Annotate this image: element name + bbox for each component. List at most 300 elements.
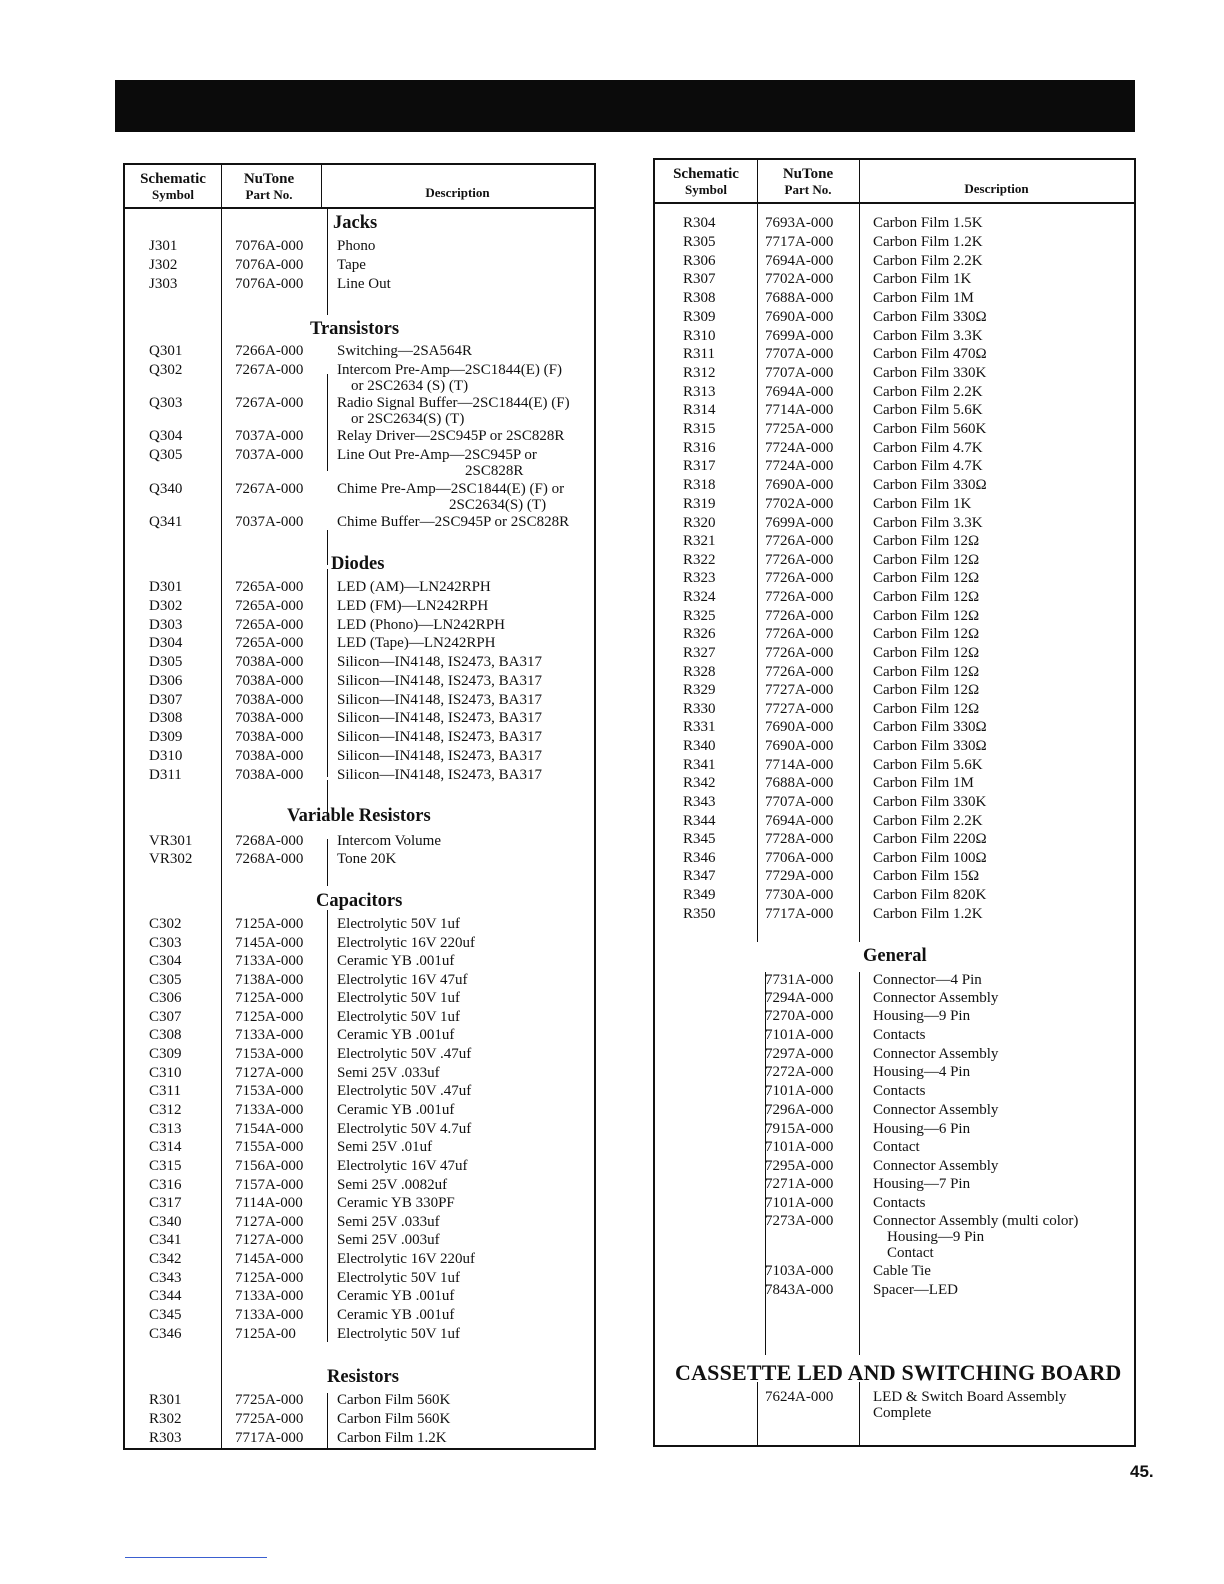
description-cell: Electrolytic 16V 47uf	[337, 1158, 468, 1174]
table-row	[655, 233, 1134, 251]
header-part	[757, 167, 859, 197]
description-cell: Carbon Film 1.2K	[873, 906, 983, 922]
description-cell: Silicon—IN4148, IS2473, BA317	[337, 748, 543, 764]
part-number-cell: 7296A-000	[765, 1102, 834, 1118]
part-number-cell: 7076A-000	[235, 276, 304, 292]
symbol-cell: C304	[149, 953, 182, 969]
part-number-cell: 7265A-000	[235, 579, 304, 595]
symbol-cell: D309	[149, 729, 183, 745]
table-row	[125, 989, 594, 1007]
symbol-cell: C311	[149, 1083, 181, 1099]
table-row	[655, 718, 1134, 736]
part-number-cell: 7714A-000	[765, 757, 834, 773]
symbol-cell: D311	[149, 767, 182, 783]
table-row	[125, 1138, 594, 1156]
description-cell: Carbon Film 4.7K	[873, 458, 983, 474]
symbol-cell: R307	[683, 271, 716, 287]
symbol-cell: R315	[683, 421, 716, 437]
table-row	[655, 476, 1134, 494]
symbol-cell: C340	[149, 1214, 182, 1230]
table-row	[125, 1391, 594, 1409]
header-divider	[757, 160, 758, 202]
table-row	[655, 345, 1134, 363]
symbol-cell: R320	[683, 515, 716, 531]
column-divider	[757, 1382, 758, 1445]
description-divider	[859, 1382, 860, 1445]
table-row	[655, 1157, 1134, 1175]
table-row	[125, 1120, 594, 1138]
section-title: Jacks	[333, 213, 378, 233]
description-cell: Connector Assembly	[873, 1102, 999, 1118]
description-cell-continued: 2SC828R	[465, 463, 524, 479]
part-number-cell: 7153A-000	[235, 1083, 304, 1099]
part-number-cell: 7915A-000	[765, 1121, 834, 1137]
symbol-cell: R323	[683, 570, 716, 586]
symbol-cell: R340	[683, 738, 716, 754]
description-cell: Carbon Film 12Ω	[873, 626, 980, 642]
description-cell: Carbon Film 330Ω	[873, 738, 987, 754]
symbol-cell: R317	[683, 458, 716, 474]
description-cell: Contact	[873, 1139, 920, 1155]
description-cell: Carbon Film 470Ω	[873, 346, 987, 362]
part-number-cell: 7271A-000	[765, 1176, 834, 1192]
description-cell: Connector—4 Pin	[873, 972, 982, 988]
table-row	[655, 644, 1134, 662]
part-number-cell: 7153A-000	[235, 1046, 304, 1062]
table-row	[125, 634, 594, 652]
table-row	[125, 1176, 594, 1194]
part-number-cell: 7694A-000	[765, 813, 834, 829]
description-cell: Semi 25V .003uf	[337, 1232, 440, 1248]
symbol-cell: R319	[683, 496, 716, 512]
description-cell: Carbon Film 330Ω	[873, 309, 987, 325]
part-number-cell: 7725A-000	[235, 1411, 304, 1427]
table-row	[655, 886, 1134, 904]
table-row	[125, 1410, 594, 1428]
table-row	[125, 578, 594, 596]
part-number-cell: 7133A-000	[235, 1288, 304, 1304]
symbol-cell: C344	[149, 1288, 182, 1304]
description-cell: Carbon Film 12Ω	[873, 570, 980, 586]
table-row	[125, 1101, 594, 1119]
symbol-cell: D307	[149, 692, 183, 708]
table-row	[125, 971, 594, 989]
table-row	[125, 1045, 594, 1063]
symbol-cell: R322	[683, 552, 716, 568]
header-part-line1: NuTone	[243, 171, 295, 187]
symbol-cell: R330	[683, 701, 716, 717]
description-cell: Carbon Film 12Ω	[873, 682, 980, 698]
part-number-cell: 7265A-000	[235, 617, 304, 633]
symbol-cell: Q301	[149, 343, 183, 359]
part-number-cell: 7727A-000	[765, 701, 834, 717]
symbol-cell: D301	[149, 579, 183, 595]
table-row	[125, 653, 594, 671]
description-cell: Chime Pre-Amp—2SC1844(E) (F) or	[337, 481, 565, 497]
symbol-cell: R302	[149, 1411, 182, 1427]
symbol-cell: R325	[683, 608, 716, 624]
part-number-cell: 7127A-000	[235, 1065, 304, 1081]
description-cell: Carbon Film 12Ω	[873, 552, 980, 568]
symbol-cell: C316	[149, 1177, 182, 1193]
part-number-cell: 7125A-000	[235, 1270, 304, 1286]
part-number-cell: 7101A-000	[765, 1027, 834, 1043]
description-cell: Chime Buffer—2SC945P or 2SC828R	[337, 514, 570, 530]
part-number-cell: 7726A-000	[765, 626, 834, 642]
symbol-cell: C317	[149, 1195, 182, 1211]
table-row	[655, 1281, 1134, 1299]
table-row	[125, 275, 594, 293]
symbol-cell: C307	[149, 1009, 182, 1025]
table-row	[125, 361, 594, 394]
part-number-cell: 7706A-000	[765, 850, 834, 866]
symbol-cell: D304	[149, 635, 183, 651]
symbol-cell: Q340	[149, 481, 183, 497]
symbol-cell: J302	[149, 257, 178, 273]
description-cell: Contacts	[873, 1083, 926, 1099]
table-row	[655, 1175, 1134, 1193]
description-cell: Semi 25V .033uf	[337, 1214, 440, 1230]
symbol-cell: R346	[683, 850, 716, 866]
table-row	[655, 830, 1134, 848]
table-row	[125, 1194, 594, 1212]
description-cell: Carbon Film 330K	[873, 794, 987, 810]
description-cell: Carbon Film 1M	[873, 775, 974, 791]
description-cell: Silicon—IN4148, IS2473, BA317	[337, 692, 543, 708]
table-row	[655, 756, 1134, 774]
section-title: Transistors	[310, 319, 400, 339]
table-row	[125, 256, 594, 274]
table-row	[655, 625, 1134, 643]
part-number-cell: 7038A-000	[235, 654, 304, 670]
parts-table-left	[123, 163, 596, 1450]
description-cell-continued: or 2SC2634(S) (T)	[351, 411, 465, 427]
description-divider	[327, 569, 328, 777]
table-row	[655, 774, 1134, 792]
header-symbol-line2: Symbol	[685, 182, 727, 197]
part-number-cell: 7265A-000	[235, 598, 304, 614]
description-cell: Carbon Film 12Ω	[873, 664, 980, 680]
table-row	[125, 1157, 594, 1175]
table-row	[655, 457, 1134, 475]
symbol-cell: C341	[149, 1232, 182, 1248]
description-cell: Carbon Film 12Ω	[873, 589, 980, 605]
table-row	[655, 1045, 1134, 1063]
table-row	[125, 728, 594, 746]
page-number: 45.	[1130, 1462, 1154, 1481]
section-title: Capacitors	[316, 891, 403, 911]
part-number-cell: 7726A-000	[765, 608, 834, 624]
table-row	[125, 1325, 594, 1343]
description-cell: Carbon Film 3.3K	[873, 328, 983, 344]
symbol-cell: C308	[149, 1027, 182, 1043]
part-number-cell: 7127A-000	[235, 1214, 304, 1230]
description-cell: Housing—7 Pin	[873, 1176, 971, 1192]
description-cell: Electrolytic 50V 1uf	[337, 1270, 461, 1286]
description-cell: Electrolytic 16V 220uf	[337, 1251, 476, 1267]
table-row	[655, 569, 1134, 587]
description-cell: LED (Tape)—LN242RPH	[337, 635, 496, 651]
table-row	[655, 1101, 1134, 1119]
description-cell: Silicon—IN4148, IS2473, BA317	[337, 710, 543, 726]
description-cell-continued: or 2SC2634 (S) (T)	[351, 378, 469, 394]
description-cell: Carbon Film 330Ω	[873, 719, 987, 735]
part-number-cell: 7702A-000	[765, 271, 834, 287]
symbol-cell: J301	[149, 238, 178, 254]
table-row	[655, 905, 1134, 923]
description-cell: Ceramic YB 330PF	[337, 1195, 455, 1211]
table-row	[655, 1262, 1134, 1280]
symbol-cell: Q302	[149, 362, 183, 378]
header-symbol-line2: Symbol	[152, 187, 194, 202]
table-row	[655, 793, 1134, 811]
table-row	[655, 364, 1134, 382]
symbol-cell: R344	[683, 813, 716, 829]
symbol-cell: R347	[683, 868, 716, 884]
symbol-cell: R341	[683, 757, 716, 773]
description-cell: Electrolytic 50V .47uf	[337, 1046, 472, 1062]
symbol-cell: R313	[683, 384, 716, 400]
header-symbol	[655, 167, 757, 197]
header-part-line2: Part No.	[784, 182, 832, 197]
symbol-cell: R301	[149, 1392, 182, 1408]
part-number-cell: 7125A-000	[235, 1009, 304, 1025]
symbol-cell: D303	[149, 617, 183, 633]
symbol-cell: R308	[683, 290, 716, 306]
section-title: Diodes	[331, 554, 385, 574]
description-cell: Electrolytic 50V 1uf	[337, 990, 461, 1006]
part-number-cell: 7267A-000	[235, 395, 304, 411]
part-number-cell: 7726A-000	[765, 570, 834, 586]
description-cell: Electrolytic 50V 1uf	[337, 1326, 461, 1342]
description-cell: Phono	[337, 238, 376, 254]
symbol-cell: Q303	[149, 395, 183, 411]
part-number-cell: 7727A-000	[765, 682, 834, 698]
description-cell: Carbon Film 15Ω	[873, 868, 980, 884]
symbol-cell: C309	[149, 1046, 182, 1062]
symbol-cell: R331	[683, 719, 716, 735]
part-number-cell: 7125A-000	[235, 990, 304, 1006]
description-cell: Ceramic YB .001uf	[337, 1027, 455, 1043]
description-cell: Carbon Film 330K	[873, 365, 987, 381]
section-title: General	[863, 946, 927, 966]
table-row	[655, 401, 1134, 419]
symbol-cell: C342	[149, 1251, 182, 1267]
header-part-line1: NuTone	[782, 166, 834, 182]
table-row	[125, 480, 594, 513]
part-number-cell: 7268A-000	[235, 833, 304, 849]
part-number-cell: 7133A-000	[235, 1027, 304, 1043]
symbol-cell: R324	[683, 589, 716, 605]
part-number-cell: 7694A-000	[765, 253, 834, 269]
table-row	[655, 607, 1134, 625]
description-divider	[327, 207, 328, 315]
description-cell: LED (AM)—LN242RPH	[337, 579, 491, 595]
part-number-cell: 7103A-000	[765, 1263, 834, 1279]
table-row	[125, 446, 594, 479]
symbol-cell: C305	[149, 972, 182, 988]
symbol-cell: C306	[149, 990, 182, 1006]
table-row	[125, 1026, 594, 1044]
board-section-title: CASSETTE LED AND SWITCHING BOARD	[675, 1360, 1122, 1385]
table-row	[125, 952, 594, 970]
part-number-cell: 7699A-000	[765, 515, 834, 531]
table-row	[655, 327, 1134, 345]
description-cell: Carbon Film 3.3K	[873, 515, 983, 531]
description-cell: Silicon—IN4148, IS2473, BA317	[337, 654, 543, 670]
symbol-cell: D302	[149, 598, 183, 614]
table-row	[125, 1429, 594, 1447]
part-number-cell: 7294A-000	[765, 990, 834, 1006]
description-divider	[327, 530, 328, 565]
part-number-cell: 7272A-000	[765, 1064, 834, 1080]
part-number-cell: 7125A-000	[235, 916, 304, 932]
part-number-cell: 7038A-000	[235, 710, 304, 726]
part-number-cell: 7156A-000	[235, 1158, 304, 1174]
table-header	[125, 165, 594, 209]
part-number-cell: 7038A-000	[235, 692, 304, 708]
table-row	[125, 1306, 594, 1324]
part-number-cell: 7037A-000	[235, 514, 304, 530]
description-cell: Carbon Film 1K	[873, 496, 972, 512]
description-cell: Carbon Film 1M	[873, 290, 974, 306]
table-row	[655, 681, 1134, 699]
description-divider	[327, 839, 328, 886]
part-number-cell: 7295A-000	[765, 1158, 834, 1174]
part-number-cell: 7707A-000	[765, 346, 834, 362]
table-row	[655, 867, 1134, 885]
table-row	[655, 1120, 1134, 1138]
symbol-cell: C315	[149, 1158, 182, 1174]
part-number-cell: 7133A-000	[235, 953, 304, 969]
header-symbol	[125, 172, 221, 202]
symbol-cell: C302	[149, 916, 182, 932]
description-cell: Carbon Film 560K	[337, 1411, 451, 1427]
part-number-cell: 7694A-000	[765, 384, 834, 400]
symbol-cell: R329	[683, 682, 716, 698]
symbol-cell: R350	[683, 906, 716, 922]
symbol-cell: R345	[683, 831, 716, 847]
part-number-cell: 7725A-000	[765, 421, 834, 437]
description-cell: Ceramic YB .001uf	[337, 1288, 455, 1304]
part-number-cell: 7699A-000	[765, 328, 834, 344]
part-number-cell: 7688A-000	[765, 290, 834, 306]
description-cell: Switching—2SA564R	[337, 343, 473, 359]
table-row	[125, 427, 594, 445]
description-cell: Carbon Film 2.2K	[873, 813, 983, 829]
symbol-cell: R342	[683, 775, 716, 791]
section-title: Variable Resistors	[287, 806, 431, 826]
description-cell: Intercom Volume	[337, 833, 442, 849]
symbol-cell: C303	[149, 935, 182, 951]
part-number-cell: 7273A-000	[765, 1213, 834, 1229]
symbol-cell: R326	[683, 626, 716, 642]
description-cell: Carbon Film 1.5K	[873, 215, 983, 231]
description-cell: Silicon—IN4148, IS2473, BA317	[337, 767, 543, 783]
table-row	[655, 514, 1134, 532]
description-divider	[859, 972, 860, 1355]
symbol-cell: R311	[683, 346, 715, 362]
part-number-cell: 7154A-000	[235, 1121, 304, 1137]
table-row	[125, 342, 594, 360]
description-cell: Contacts	[873, 1027, 926, 1043]
part-number-cell: 7101A-000	[765, 1195, 834, 1211]
table-row	[655, 812, 1134, 830]
description-cell: Electrolytic 50V 4.7uf	[337, 1121, 472, 1137]
part-number-cell: 7688A-000	[765, 775, 834, 791]
description-cell: Line Out	[337, 276, 391, 292]
symbol-cell: R310	[683, 328, 716, 344]
symbol-cell: C346	[149, 1326, 182, 1342]
description-cell: Connector Assembly	[873, 990, 999, 1006]
description-cell: Semi 25V .0082uf	[337, 1177, 448, 1193]
description-cell: Ceramic YB .001uf	[337, 953, 455, 969]
table-row	[125, 915, 594, 933]
table-row	[125, 850, 594, 868]
section-title: Resistors	[327, 1367, 399, 1387]
table-row	[125, 1008, 594, 1026]
description-cell: LED (FM)—LN242RPH	[337, 598, 489, 614]
description-cell: Carbon Film 100Ω	[873, 850, 987, 866]
table-row	[125, 1231, 594, 1249]
part-number-cell: 7690A-000	[765, 477, 834, 493]
symbol-cell: D306	[149, 673, 183, 689]
description-cell: Electrolytic 50V 1uf	[337, 1009, 461, 1025]
part-number-cell: 7726A-000	[765, 589, 834, 605]
table-row	[655, 663, 1134, 681]
table-row	[655, 1388, 1134, 1421]
table-row	[125, 1269, 594, 1287]
table-row	[125, 672, 594, 690]
part-number-cell: 7155A-000	[235, 1139, 304, 1155]
description-cell: Radio Signal Buffer—2SC1844(E) (F)	[337, 395, 570, 411]
symbol-cell: Q304	[149, 428, 183, 444]
table-row	[655, 849, 1134, 867]
description-cell: Carbon Film 12Ω	[873, 608, 980, 624]
description-divider	[327, 1393, 328, 1450]
header-part-line2: Part No.	[245, 187, 293, 202]
table-row	[655, 495, 1134, 513]
description-cell-continued: Contact	[887, 1245, 934, 1261]
table-header	[655, 160, 1134, 204]
parts-table-right	[653, 158, 1136, 1447]
description-cell: Connector Assembly (multi color)	[873, 1213, 1079, 1229]
table-row	[655, 971, 1134, 989]
top-header-band	[115, 80, 1135, 132]
part-number-cell: 7038A-000	[235, 729, 304, 745]
header-divider	[221, 165, 222, 207]
symbol-cell: R304	[683, 215, 716, 231]
part-number-cell: 7267A-000	[235, 481, 304, 497]
part-number-cell: 7729A-000	[765, 868, 834, 884]
table-row	[125, 616, 594, 634]
symbol-cell: C312	[149, 1102, 182, 1118]
table-row	[655, 1212, 1134, 1261]
column-divider	[765, 972, 766, 1355]
symbol-cell: R328	[683, 664, 716, 680]
description-cell: LED & Switch Board Assembly	[873, 1389, 1067, 1405]
table-row	[125, 709, 594, 727]
description-cell: Carbon Film 4.7K	[873, 440, 983, 456]
description-cell: Carbon Film 12Ω	[873, 645, 980, 661]
description-cell: Relay Driver—2SC945P or 2SC828R	[337, 428, 565, 444]
symbol-cell: C310	[149, 1065, 182, 1081]
table-row	[655, 1138, 1134, 1156]
description-cell: Electrolytic 50V .47uf	[337, 1083, 472, 1099]
description-cell: Contacts	[873, 1195, 926, 1211]
header-description: Description	[964, 181, 1029, 196]
description-cell: Carbon Film 5.6K	[873, 402, 983, 418]
